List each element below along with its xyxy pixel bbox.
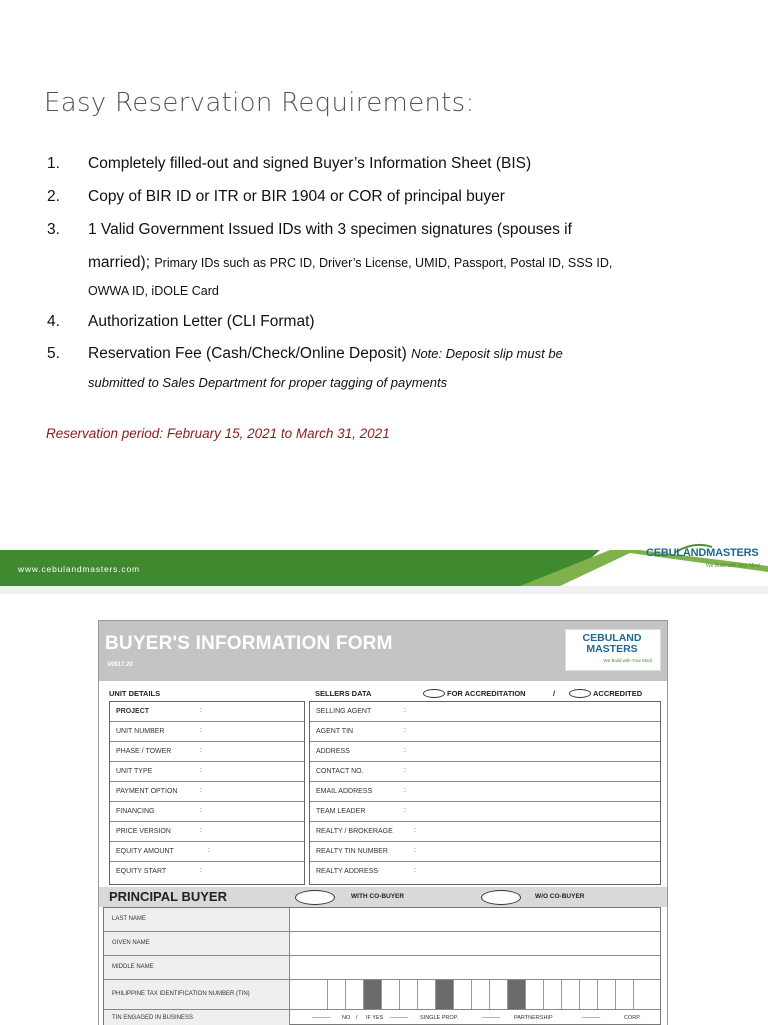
seller-field-row[interactable] — [310, 782, 660, 802]
unit-field-row[interactable] — [110, 782, 304, 802]
field-label: PHILIPPINE TAX IDENTIFICATION NUMBER (TIN) — [112, 991, 250, 997]
seller-field-row[interactable] — [310, 722, 660, 742]
requirement-number: 4. — [47, 313, 60, 330]
business-option: / — [356, 1015, 358, 1021]
buyer-field-label-cell — [104, 956, 290, 979]
form-code: V0917.20 — [107, 662, 133, 668]
logo-tagline: We Build with Your Mind — [706, 563, 760, 569]
unit-field-row[interactable] — [110, 742, 304, 762]
requirement-small-note: Primary IDs such as PRC ID, Driver’s License, UMID, Passport, Postal ID, SSS ID, — [154, 256, 613, 270]
unit-field-row[interactable] — [110, 862, 304, 882]
unit-field-row[interactable] — [110, 762, 304, 782]
cebu-landmasters-logo — [640, 543, 760, 571]
business-option: NO — [342, 1015, 351, 1021]
field-colon: : — [200, 807, 202, 814]
field-colon: : — [414, 867, 416, 874]
field-colon: : — [200, 867, 202, 874]
business-row[interactable] — [104, 1010, 660, 1025]
seller-field-row[interactable] — [310, 842, 660, 862]
tin-separator — [436, 980, 454, 1009]
unit-details-header: UNIT DETAILS — [109, 689, 161, 698]
without-co-buyer-label: W/O CO-BUYER — [535, 893, 585, 900]
field-colon: : — [200, 747, 202, 754]
field-colon: : — [404, 767, 406, 774]
field-label: EQUITY AMOUNT — [116, 848, 174, 855]
for-accreditation-label: FOR ACCREDITATION — [447, 689, 526, 698]
blank-line: ______ — [582, 1013, 601, 1019]
tin-digit-box[interactable] — [526, 980, 544, 1009]
buyer-field-label-cell — [104, 932, 290, 955]
requirement-cont: married); — [88, 254, 151, 271]
field-colon: : — [404, 747, 406, 754]
field-label: CONTACT NO. — [316, 768, 364, 775]
tin-digit-box[interactable] — [562, 980, 580, 1009]
logo-text-cebu: CEBU — [646, 547, 677, 559]
field-colon: : — [404, 727, 406, 734]
reservation-period: Reservation period: February 15, 2021 to March 31, 2021 — [46, 426, 390, 441]
field-label: GIVEN NAME — [112, 940, 150, 946]
unit-field-row[interactable] — [110, 722, 304, 742]
field-colon: : — [414, 847, 416, 854]
principal-buyer-bar — [99, 887, 667, 907]
form-logo-tagline: We Build with Your Mind — [603, 658, 652, 663]
business-option: PARTNERSHIP — [514, 1015, 553, 1021]
field-label: EQUITY START — [116, 868, 167, 875]
field-label: PHASE / TOWER — [116, 748, 172, 755]
requirement-text-line — [88, 345, 563, 363]
unit-field-row[interactable] — [110, 802, 304, 822]
tin-digit-box[interactable] — [472, 980, 490, 1009]
field-colon: : — [200, 707, 202, 714]
field-label: TEAM LEADER — [316, 808, 366, 815]
form-title: BUYER'S INFORMATION FORM — [105, 633, 393, 654]
footer-url: www.cebulandmasters.com — [18, 564, 140, 574]
buyers-information-form — [98, 620, 668, 1025]
requirement-small-note: OWWA ID, iDOLE Card — [88, 284, 219, 298]
field-colon: : — [414, 827, 416, 834]
requirement-text: Copy of BIR ID or ITR or BIR 1904 or COR of principal buyer — [88, 188, 505, 205]
business-option: IF YES — [366, 1015, 384, 1021]
tin-digit-box[interactable] — [490, 980, 508, 1009]
tin-row[interactable] — [104, 980, 660, 1010]
form-header — [99, 621, 667, 681]
tin-separator — [364, 980, 382, 1009]
buyer-field-row[interactable] — [104, 932, 660, 956]
field-label: REALTY TIN NUMBER — [316, 848, 388, 855]
logo-text — [646, 547, 759, 559]
page-divider — [0, 586, 768, 594]
field-colon: : — [404, 707, 406, 714]
requirement-text: Authorization Letter (CLI Format) — [88, 313, 315, 330]
tin-digit-box[interactable] — [616, 980, 634, 1009]
unit-field-row[interactable] — [110, 702, 304, 722]
field-label: AGENT TIN — [316, 728, 354, 735]
business-option: CORP. — [624, 1015, 641, 1021]
tin-digit-box[interactable] — [310, 980, 328, 1009]
slash-separator: / — [553, 689, 556, 698]
business-option: SINGLE PROP. — [420, 1015, 459, 1021]
principal-buyer-table — [103, 907, 661, 1025]
field-colon: : — [200, 827, 202, 834]
tin-digit-box[interactable] — [346, 980, 364, 1009]
requirement-text: 1 Valid Government Issued IDs with 3 specimen signatures (spouses if — [88, 221, 572, 238]
tin-digit-box[interactable] — [598, 980, 616, 1009]
field-colon: : — [404, 807, 406, 814]
seller-field-row[interactable] — [310, 702, 660, 722]
seller-field-row[interactable] — [310, 802, 660, 822]
requirement-text: Completely filled-out and signed Buyer’s Information Sheet (BIS) — [88, 155, 532, 172]
requirement-text-continued — [88, 254, 612, 272]
seller-field-row[interactable] — [310, 762, 660, 782]
field-label: LAST NAME — [112, 916, 146, 922]
field-label: EMAIL ADDRESS — [316, 788, 373, 795]
field-colon: : — [200, 727, 202, 734]
field-colon: : — [208, 847, 210, 854]
requirement-number: 3. — [47, 221, 60, 238]
field-label: FINANCING — [116, 808, 155, 815]
slide-title: Easy Reservation Requirements: — [44, 88, 475, 118]
for-accreditation-checkbox[interactable] — [423, 689, 445, 698]
buyer-field-row[interactable] — [104, 956, 660, 980]
field-label: ADDRESS — [316, 748, 350, 755]
buyer-field-row[interactable] — [104, 908, 660, 932]
form-logo — [565, 629, 661, 671]
without-co-buyer-radio[interactable] — [481, 890, 521, 905]
field-label: SELLING AGENT — [316, 708, 372, 715]
requirement-note: Note: Deposit slip must be — [411, 346, 563, 361]
field-label: TIN ENGAGED IN BUSINESS — [112, 1015, 194, 1021]
logo-text-landmasters: LANDMASTERS — [676, 547, 759, 559]
tin-digit-box[interactable] — [382, 980, 400, 1009]
buyer-field-label-cell — [104, 980, 290, 1009]
field-label: PRICE VERSION — [116, 828, 171, 835]
field-label: MIDDLE NAME — [112, 964, 154, 970]
requirement-number: 5. — [47, 345, 60, 362]
blank-line: ______ — [312, 1013, 331, 1019]
unit-field-row[interactable] — [110, 822, 304, 842]
form-logo-line2: MASTERS — [586, 643, 638, 655]
unit-details-table — [109, 701, 305, 885]
seller-field-row[interactable] — [310, 742, 660, 762]
with-co-buyer-radio[interactable] — [295, 890, 335, 905]
tin-digit-box[interactable] — [454, 980, 472, 1009]
seller-field-row[interactable] — [310, 822, 660, 842]
buyer-field-label-cell — [104, 908, 290, 931]
sellers-data-header: SELLERS DATA — [315, 689, 372, 698]
requirement-number: 2. — [47, 188, 60, 205]
with-co-buyer-label: WITH CO-BUYER — [351, 893, 405, 900]
requirement-text: Reservation Fee (Cash/Check/Online Deposit) — [88, 345, 407, 362]
field-label: REALTY ADDRESS — [316, 868, 378, 875]
field-label: UNIT TYPE — [116, 768, 153, 775]
field-label: PAYMENT OPTION — [116, 788, 178, 795]
field-label: REALTY / BROKERAGE — [316, 828, 393, 835]
tin-separator — [508, 980, 526, 1009]
unit-field-row[interactable] — [110, 842, 304, 862]
accredited-checkbox[interactable] — [569, 689, 591, 698]
accredited-label: ACCREDITED — [593, 689, 643, 698]
field-label: UNIT NUMBER — [116, 728, 165, 735]
tin-digit-box[interactable] — [328, 980, 346, 1009]
field-colon: : — [200, 767, 202, 774]
requirement-number: 1. — [47, 155, 60, 172]
field-colon: : — [404, 787, 406, 794]
form-logo-line1: CEBULAND — [582, 632, 642, 644]
tin-digit-box[interactable] — [418, 980, 436, 1009]
sellers-data-table — [309, 701, 661, 885]
blank-line: ______ — [482, 1013, 501, 1019]
tin-digit-box[interactable] — [544, 980, 562, 1009]
tin-digit-box[interactable] — [580, 980, 598, 1009]
blank-line: ______ — [390, 1013, 409, 1019]
requirement-note: submitted to Sales Department for proper tagging of payments — [88, 375, 448, 390]
form-logo-text — [574, 633, 650, 655]
seller-field-row[interactable] — [310, 862, 660, 882]
buyer-field-label-cell — [104, 1010, 290, 1025]
field-label: PROJECT — [116, 708, 150, 715]
field-colon: : — [200, 787, 202, 794]
tin-digit-box[interactable] — [400, 980, 418, 1009]
principal-buyer-title: PRINCIPAL BUYER — [109, 889, 227, 904]
